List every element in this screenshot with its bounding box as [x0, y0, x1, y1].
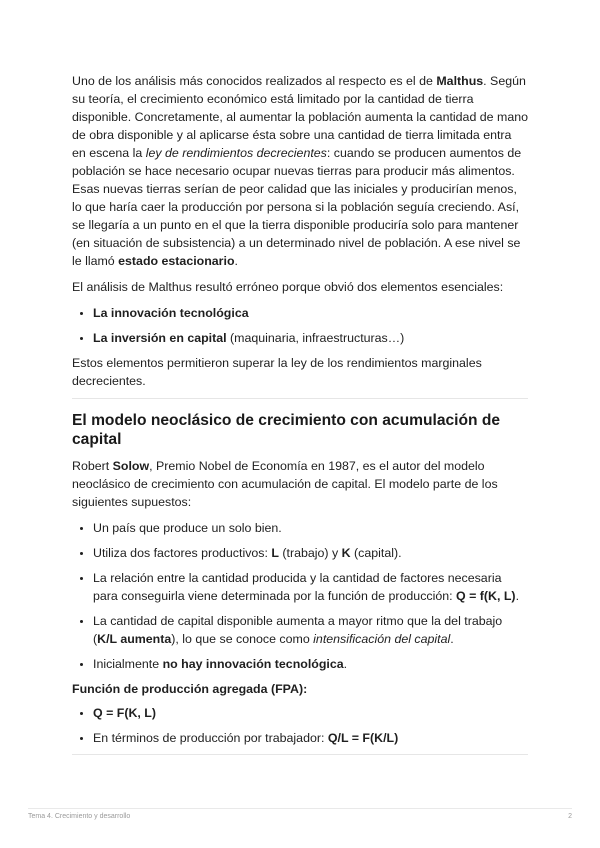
section-heading: El modelo neoclásico de crecimiento con acumulación de capital [72, 412, 501, 448]
text-run: . [234, 254, 238, 268]
item-text: (trabajo) y [278, 546, 342, 560]
item-text: (maquinaria, infraestructuras…) [226, 331, 405, 345]
page-footer [28, 808, 572, 820]
section-divider [72, 754, 528, 755]
solow-name: Solow [112, 459, 150, 473]
text-run: Uno de los análisis más conocidos realizados al respecto es el de [72, 74, 437, 88]
text-run: , Premio Nobel de Economía en 1987, es el autor del modelo neoclásico de crecimiento con acumulación de capital. El modelo parte de los siguientes supuestos: [72, 459, 498, 509]
item-text: La relación entre la cantidad producida y la cantidad de factores necesaria para conseguirla viene determinada por la función de producción: [93, 571, 502, 603]
section-divider [72, 398, 528, 399]
item-bold: Q/L = F(K/L) [327, 731, 399, 745]
list-item [93, 329, 528, 347]
essential-elements-list [72, 304, 528, 347]
list-item [93, 612, 528, 648]
item-bold: Q = F(K, L) [93, 706, 156, 720]
list-item [93, 544, 528, 562]
item-bold: K/L aumenta [97, 632, 172, 646]
text-run: : cuando se producen aumentos de población se hace necesario ocupar nuevas tierras para producir más alimentos. Esas nuevas tierras serían de peor calidad que las iniciales y producirían menos, lo que haría caer la producción por persona si la población seguía creciendo. Así, se llegaría a un punto en el que la tierra disponible produciría solo para mantener (en situación de subsistencia) a un determinado nivel de población. A ese nivel se le llamó [72, 146, 522, 268]
list-item: • Un país que produce un solo bien. [93, 519, 528, 537]
fpa-list [72, 704, 528, 747]
law-name: ley de rendimientos decrecientes [145, 146, 327, 160]
item-bold: La inversión en capital [93, 331, 227, 345]
item-text: Inicialmente [93, 657, 163, 671]
document-body [72, 72, 528, 767]
item-text: . [450, 632, 454, 646]
list-item [93, 704, 528, 722]
text-run: . Según su teoría, el crecimiento económico está limitado por la cantidad de tierra disponible. Concretamente, al aumentar la población aumenta la cantidad de mano de obra disponible y al aplicarse ésta sobre una cantidad de tierra limitada entra en escena la [72, 74, 528, 160]
elements-paragraph: Estos elementos permitieron superar la ley de los rendimientos marginales decrecientes. [72, 356, 482, 388]
assumptions-list [72, 519, 528, 673]
item-text: . [343, 657, 348, 671]
item-bold: K [341, 546, 351, 560]
stationary-state-term: estado estacionario [118, 254, 235, 268]
list-item [93, 729, 528, 747]
item-italic: intensificación del capital [313, 632, 451, 646]
fpa-heading: Función de producción agregada (FPA): [72, 682, 308, 696]
item-text: En términos de producción por trabajador: [93, 731, 328, 745]
malthus-paragraph [72, 72, 528, 270]
item-bold: La innovación tecnológica [93, 306, 249, 320]
item-text: . [515, 589, 520, 603]
item-text: La cantidad de capital disponible aumenta a mayor ritmo que la del trabajo ( [93, 614, 503, 646]
item-bold: L [271, 546, 279, 560]
list-item [93, 655, 528, 673]
item-text: ), lo que se conoce como [171, 632, 314, 646]
malthus-name: Malthus [436, 74, 484, 88]
item-text: (capital). [350, 546, 402, 560]
item-text: Utiliza dos factores productivos: [93, 546, 272, 560]
item-bold: no hay innovación tecnológica [162, 657, 344, 671]
page-number: 2 [568, 813, 572, 820]
list-item [93, 304, 528, 322]
list-item [93, 569, 528, 605]
text-run: Robert [72, 459, 113, 473]
malthus-error-paragraph: El análisis de Malthus resultó erróneo porque obvió dos elementos esenciales: [72, 280, 504, 294]
solow-paragraph [72, 457, 528, 511]
footer-title: Tema 4. Crecimiento y desarrollo [28, 813, 131, 820]
item-bold: Q = f(K, L) [456, 589, 516, 603]
